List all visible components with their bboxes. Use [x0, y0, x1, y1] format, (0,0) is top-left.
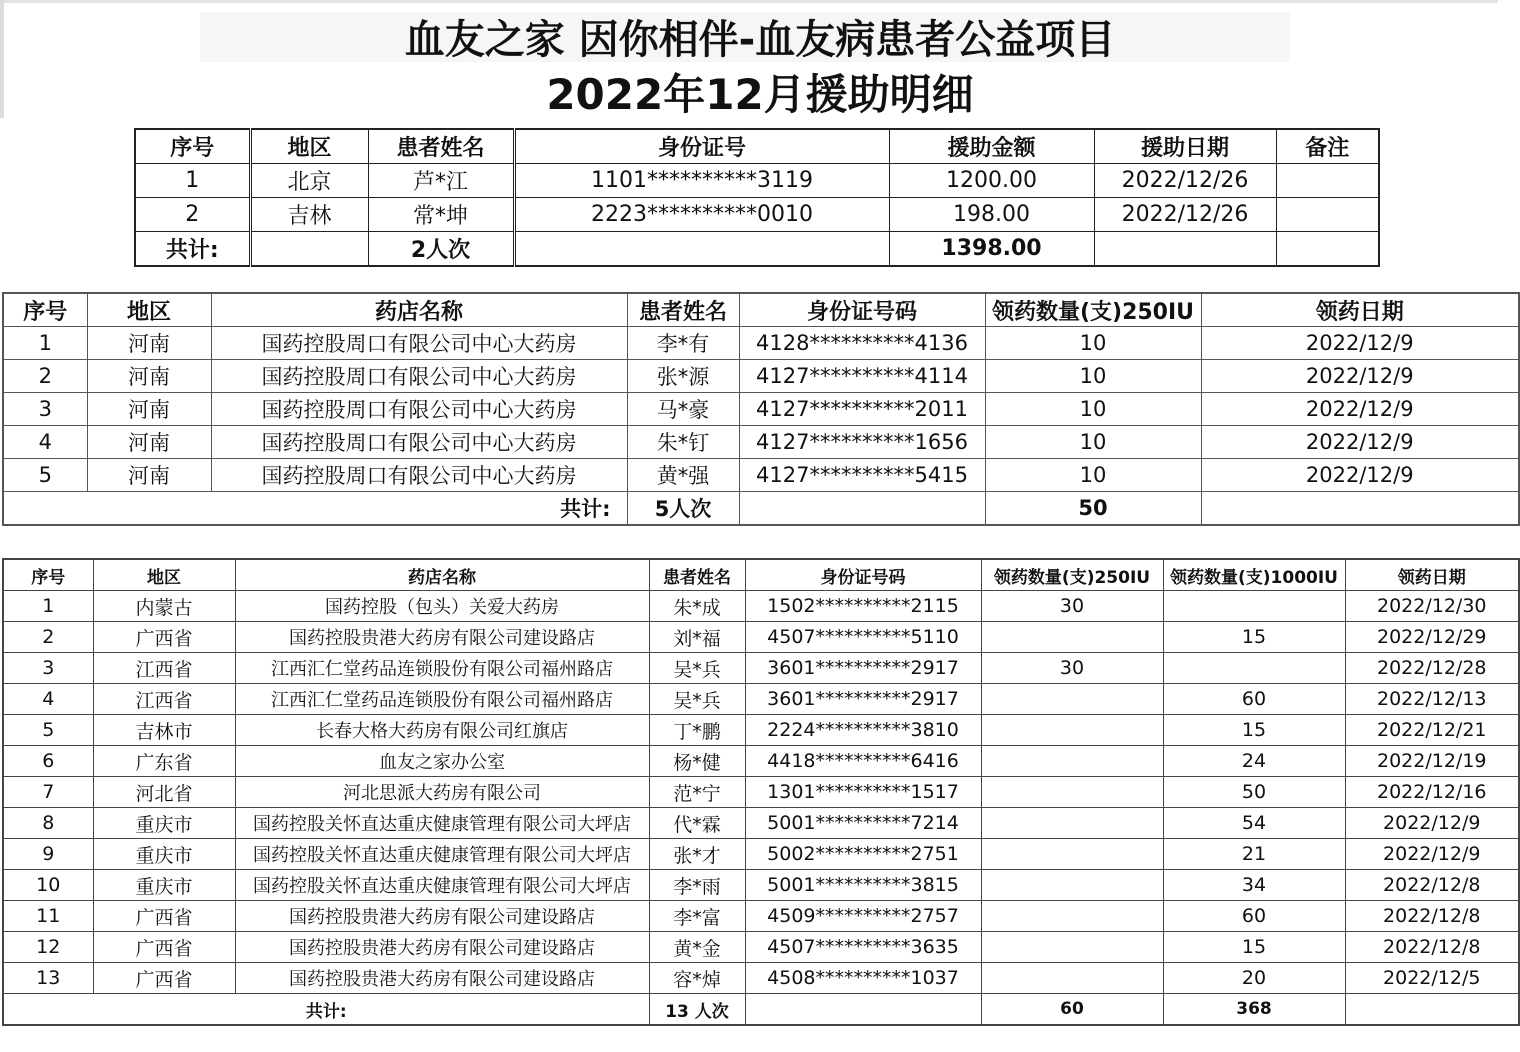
- header-cell: 药店名称: [211, 293, 627, 327]
- header-cell: 序号: [3, 559, 93, 591]
- cell-q1000: 34: [1163, 870, 1345, 901]
- cell-pharmacy: 国药控股周口有限公司中心大药房: [211, 393, 627, 426]
- cell-no: 1: [3, 327, 87, 360]
- header-cell: 身份证号码: [739, 293, 985, 327]
- header-cell: 领药数量(支)1000IU: [1163, 559, 1345, 591]
- cell-region: 广西省: [93, 622, 235, 653]
- cell-qty: 10: [985, 426, 1201, 459]
- header-cell: 领药日期: [1201, 293, 1519, 327]
- empty-cell: [745, 994, 981, 1026]
- cell-date: 2022/12/29: [1345, 622, 1519, 653]
- cell-name: 李*有: [627, 327, 739, 360]
- frame-top-line: [0, 0, 1498, 3]
- cell-name: 朱*钉: [627, 426, 739, 459]
- cell-region: 河南: [87, 426, 211, 459]
- cell-id: 1301**********1517: [745, 777, 981, 808]
- cell-no: 8: [3, 808, 93, 839]
- cell-id: 4127**********1656: [739, 426, 985, 459]
- table-row: [3, 839, 1519, 870]
- cell-qty: 10: [985, 360, 1201, 393]
- cell-no: 4: [3, 684, 93, 715]
- cell-no: 1: [3, 591, 93, 622]
- cell-pharmacy: 江西汇仁堂药品连锁股份有限公司福州路店: [235, 684, 649, 715]
- cell-q250: [981, 808, 1163, 839]
- empty-cell: [514, 232, 889, 267]
- total-qty: 50: [985, 492, 1201, 526]
- cell-id: 2224**********3810: [745, 715, 981, 746]
- cell-pharmacy: 国药控股关怀直达重庆健康管理有限公司大坪店: [235, 870, 649, 901]
- cell-id: 4128**********4136: [739, 327, 985, 360]
- cell-pharmacy: 国药控股（包头）关爱大药房: [235, 591, 649, 622]
- table-row: [3, 963, 1519, 994]
- cell-no: 10: [3, 870, 93, 901]
- cell-qty: 10: [985, 459, 1201, 492]
- cell-region: 重庆市: [93, 808, 235, 839]
- cell-name: 李*富: [649, 901, 745, 932]
- header-cell: 援助日期: [1094, 129, 1276, 164]
- header-cell: 地区: [93, 559, 235, 591]
- header-cell: 地区: [87, 293, 211, 327]
- table-row: [3, 591, 1519, 622]
- cell-region: 吉林: [250, 198, 368, 232]
- cell-date: 2022/12/5: [1345, 963, 1519, 994]
- table-row: [3, 327, 1519, 360]
- table-row: [3, 715, 1519, 746]
- cell-id: 4127**********4114: [739, 360, 985, 393]
- cell-id: 4507**********5110: [745, 622, 981, 653]
- cell-qty: 10: [985, 327, 1201, 360]
- cell-no: 4: [3, 426, 87, 459]
- cell-no: 7: [3, 777, 93, 808]
- cell-region: 广东省: [93, 746, 235, 777]
- cell-q250: 30: [981, 591, 1163, 622]
- empty-cell: [1345, 994, 1519, 1026]
- empty-cell: [1201, 492, 1519, 526]
- header-cell: 患者姓名: [368, 129, 514, 164]
- table-header-row: [135, 129, 1379, 164]
- table-row: [135, 198, 1379, 232]
- cell-date: 2022/12/8: [1345, 870, 1519, 901]
- header-cell: 援助金额: [889, 129, 1094, 164]
- header-cell: 药店名称: [235, 559, 649, 591]
- cell-pharmacy: 国药控股贵港大药房有限公司建设路店: [235, 932, 649, 963]
- cell-note: [1276, 164, 1379, 198]
- page-subtitle: 2022年12月援助明细: [546, 70, 974, 119]
- total-label: 共计:: [3, 492, 627, 526]
- cell-amount: 198.00: [889, 198, 1094, 232]
- cash-assistance-table: [134, 128, 1380, 267]
- cell-no: 2: [3, 622, 93, 653]
- cell-date: 2022/12/26: [1094, 198, 1276, 232]
- cell-name: 丁*鹏: [649, 715, 745, 746]
- cell-note: [1276, 198, 1379, 232]
- table-row: [3, 622, 1519, 653]
- cell-date: 2022/12/28: [1345, 653, 1519, 684]
- empty-cell: [1094, 232, 1276, 267]
- cell-name: 李*雨: [649, 870, 745, 901]
- cell-date: 2022/12/26: [1094, 164, 1276, 198]
- cell-no: 2: [3, 360, 87, 393]
- cell-pharmacy: 国药控股周口有限公司中心大药房: [211, 360, 627, 393]
- table-total-row: [3, 492, 1519, 526]
- cell-date: 2022/12/19: [1345, 746, 1519, 777]
- cell-no: 3: [3, 653, 93, 684]
- henan-distribution-table: [2, 292, 1520, 526]
- cell-id: 4127**********5415: [739, 459, 985, 492]
- cell-q250: [981, 963, 1163, 994]
- cell-date: 2022/12/9: [1201, 327, 1519, 360]
- header-cell: 领药数量(支)250IU: [981, 559, 1163, 591]
- total-q1000: 368: [1163, 994, 1345, 1026]
- cell-q250: [981, 684, 1163, 715]
- empty-cell: [250, 232, 368, 267]
- cell-name: 范*宁: [649, 777, 745, 808]
- cell-q250: [981, 622, 1163, 653]
- empty-cell: [1276, 232, 1379, 267]
- cell-name: 吴*兵: [649, 653, 745, 684]
- cell-region: 江西省: [93, 684, 235, 715]
- cell-date: 2022/12/8: [1345, 901, 1519, 932]
- cell-q250: [981, 932, 1163, 963]
- cell-q1000: 54: [1163, 808, 1345, 839]
- cell-q1000: [1163, 591, 1345, 622]
- cell-region: 重庆市: [93, 870, 235, 901]
- cell-name: 芦*江: [368, 164, 514, 198]
- cell-region: 河南: [87, 459, 211, 492]
- total-q250: 60: [981, 994, 1163, 1026]
- cell-no: 3: [3, 393, 87, 426]
- table-row: [3, 684, 1519, 715]
- cell-name: 容*焯: [649, 963, 745, 994]
- cell-date: 2022/12/21: [1345, 715, 1519, 746]
- cell-region: 重庆市: [93, 839, 235, 870]
- cell-region: 河南: [87, 393, 211, 426]
- cell-q1000: 15: [1163, 715, 1345, 746]
- table-row: [3, 360, 1519, 393]
- cell-date: 2022/12/30: [1345, 591, 1519, 622]
- header-cell: 备注: [1276, 129, 1379, 164]
- table-total-row: [135, 232, 1379, 267]
- cell-date: 2022/12/9: [1201, 426, 1519, 459]
- table-row: [3, 393, 1519, 426]
- cell-q250: [981, 839, 1163, 870]
- cell-q250: [981, 870, 1163, 901]
- cell-no: 1: [135, 164, 250, 198]
- cell-id: 5002**********2751: [745, 839, 981, 870]
- header-cell: 序号: [135, 129, 250, 164]
- cell-date: 2022/12/9: [1345, 839, 1519, 870]
- table-row: [135, 164, 1379, 198]
- cell-name: 黄*强: [627, 459, 739, 492]
- cell-pharmacy: 国药控股周口有限公司中心大药房: [211, 459, 627, 492]
- cell-id: 3601**********2917: [745, 653, 981, 684]
- cell-q1000: 50: [1163, 777, 1345, 808]
- header-cell: 患者姓名: [649, 559, 745, 591]
- national-distribution-table: [2, 558, 1520, 1026]
- cell-name: 代*霖: [649, 808, 745, 839]
- cell-region: 河南: [87, 327, 211, 360]
- cell-region: 吉林市: [93, 715, 235, 746]
- cell-date: 2022/12/9: [1201, 393, 1519, 426]
- cell-q250: [981, 715, 1163, 746]
- table-header-row: [3, 559, 1519, 591]
- cell-name: 常*坤: [368, 198, 514, 232]
- cell-region: 广西省: [93, 932, 235, 963]
- total-people: 2人次: [368, 232, 514, 267]
- header-cell: 身份证号码: [745, 559, 981, 591]
- table-row: [3, 746, 1519, 777]
- cell-region: 河北省: [93, 777, 235, 808]
- cell-name: 吴*兵: [649, 684, 745, 715]
- cell-name: 杨*健: [649, 746, 745, 777]
- cell-pharmacy: 国药控股贵港大药房有限公司建设路店: [235, 963, 649, 994]
- cell-id: 4418**********6416: [745, 746, 981, 777]
- total-label: 共计:: [3, 994, 649, 1026]
- cell-date: 2022/12/9: [1201, 459, 1519, 492]
- total-people: 13 人次: [649, 994, 745, 1026]
- cell-no: 9: [3, 839, 93, 870]
- cell-date: 2022/12/13: [1345, 684, 1519, 715]
- cell-name: 马*豪: [627, 393, 739, 426]
- cell-q1000: 20: [1163, 963, 1345, 994]
- cell-id: 1101**********3119: [514, 164, 889, 198]
- total-people: 5人次: [627, 492, 739, 526]
- header-cell: 序号: [3, 293, 87, 327]
- cell-region: 广西省: [93, 963, 235, 994]
- cell-pharmacy: 江西汇仁堂药品连锁股份有限公司福州路店: [235, 653, 649, 684]
- cell-q250: [981, 746, 1163, 777]
- cell-region: 内蒙古: [93, 591, 235, 622]
- cell-region: 广西省: [93, 901, 235, 932]
- cell-region: 河南: [87, 360, 211, 393]
- cell-region: 江西省: [93, 653, 235, 684]
- cell-q250: [981, 901, 1163, 932]
- cell-date: 2022/12/8: [1345, 932, 1519, 963]
- cell-pharmacy: 国药控股关怀直达重庆健康管理有限公司大坪店: [235, 839, 649, 870]
- cell-date: 2022/12/16: [1345, 777, 1519, 808]
- cell-no: 5: [3, 459, 87, 492]
- cell-pharmacy: 长春大格大药房有限公司红旗店: [235, 715, 649, 746]
- cell-q1000: 21: [1163, 839, 1345, 870]
- cell-q1000: [1163, 653, 1345, 684]
- cell-q1000: 60: [1163, 901, 1345, 932]
- cell-no: 12: [3, 932, 93, 963]
- table-row: [3, 808, 1519, 839]
- cell-name: 黄*金: [649, 932, 745, 963]
- cell-pharmacy: 河北思派大药房有限公司: [235, 777, 649, 808]
- cell-name: 朱*成: [649, 591, 745, 622]
- page-title: 血友之家 因你相伴-血友病患者公益项目: [404, 17, 1116, 63]
- cell-id: 3601**********2917: [745, 684, 981, 715]
- header-cell: 领药数量(支)250IU: [985, 293, 1201, 327]
- header-cell: 身份证号: [514, 129, 889, 164]
- cell-id: 4509**********2757: [745, 901, 981, 932]
- cell-pharmacy: 国药控股关怀直达重庆健康管理有限公司大坪店: [235, 808, 649, 839]
- table-row: [3, 653, 1519, 684]
- cell-q1000: 24: [1163, 746, 1345, 777]
- cell-amount: 1200.00: [889, 164, 1094, 198]
- header-cell: 患者姓名: [627, 293, 739, 327]
- cell-qty: 10: [985, 393, 1201, 426]
- table-header-row: [3, 293, 1519, 327]
- header-cell: 地区: [250, 129, 368, 164]
- table-row: [3, 777, 1519, 808]
- cell-no: 13: [3, 963, 93, 994]
- cell-id: 4507**********3635: [745, 932, 981, 963]
- cell-name: 张*才: [649, 839, 745, 870]
- table-row: [3, 932, 1519, 963]
- cell-no: 5: [3, 715, 93, 746]
- cell-q1000: 15: [1163, 932, 1345, 963]
- cell-id: 1502**********2115: [745, 591, 981, 622]
- cell-q250: 30: [981, 653, 1163, 684]
- total-label: 共计:: [135, 232, 250, 267]
- cell-pharmacy: 血友之家办公室: [235, 746, 649, 777]
- table-row: [3, 459, 1519, 492]
- cell-region: 北京: [250, 164, 368, 198]
- cell-q1000: 15: [1163, 622, 1345, 653]
- cell-id: 2223**********0010: [514, 198, 889, 232]
- cell-pharmacy: 国药控股贵港大药房有限公司建设路店: [235, 622, 649, 653]
- table-total-row: [3, 994, 1519, 1026]
- cell-q250: [981, 777, 1163, 808]
- cell-pharmacy: 国药控股贵港大药房有限公司建设路店: [235, 901, 649, 932]
- cell-id: 5001**********3815: [745, 870, 981, 901]
- cell-id: 4127**********2011: [739, 393, 985, 426]
- header-cell: 领药日期: [1345, 559, 1519, 591]
- cell-pharmacy: 国药控股周口有限公司中心大药房: [211, 327, 627, 360]
- table-row: [3, 870, 1519, 901]
- table-row: [3, 901, 1519, 932]
- cell-pharmacy: 国药控股周口有限公司中心大药房: [211, 426, 627, 459]
- cell-no: 6: [3, 746, 93, 777]
- total-amount: 1398.00: [889, 232, 1094, 267]
- cell-no: 2: [135, 198, 250, 232]
- cell-id: 5001**********7214: [745, 808, 981, 839]
- cell-date: 2022/12/9: [1345, 808, 1519, 839]
- cell-date: 2022/12/9: [1201, 360, 1519, 393]
- table-row: [3, 426, 1519, 459]
- cell-no: 11: [3, 901, 93, 932]
- cell-id: 4508**********1037: [745, 963, 981, 994]
- cell-name: 张*源: [627, 360, 739, 393]
- cell-q1000: 60: [1163, 684, 1345, 715]
- cell-name: 刘*福: [649, 622, 745, 653]
- empty-cell: [739, 492, 985, 526]
